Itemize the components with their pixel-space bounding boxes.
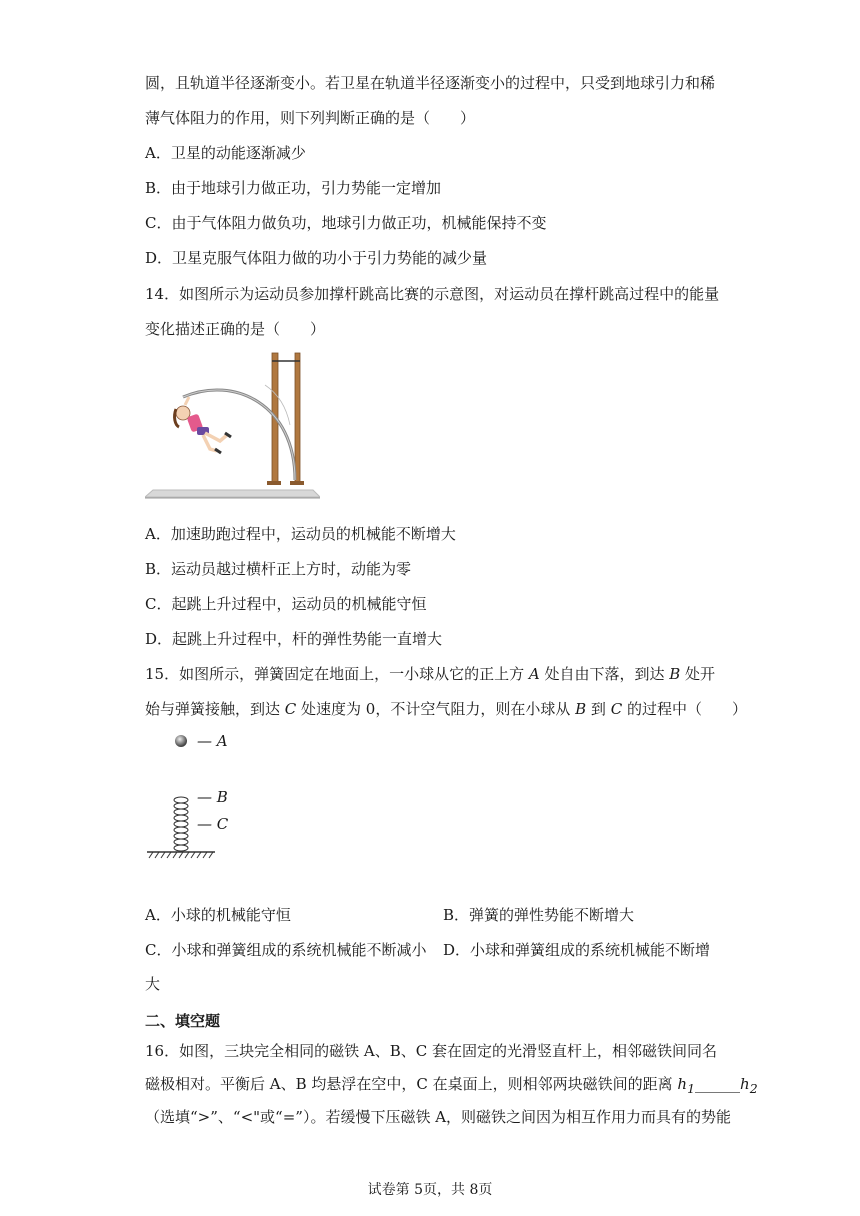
q15-line-2: 始与弹簧接触，到达 C 处速度为 0，不计空气阻力，则在小球从 B 到 C 的过程中（ ） — [145, 700, 747, 718]
label-c: — C — [197, 815, 229, 833]
q16-line-1: 16．如图，三块完全相同的磁铁 A、B、C 套在固定的光滑竖直杆上，相邻磁铁间同名 — [145, 1042, 717, 1060]
ball-icon — [175, 735, 187, 747]
q14-option-b: B．运动员越过横杆正上方时，动能为零 — [145, 560, 412, 578]
q13-option-d: D．卫星克服气体阻力做的功小于引力势能的减少量 — [145, 249, 488, 267]
q14-option-c: C．起跳上升过程中，运动员的机械能守恒 — [145, 595, 427, 613]
q15-option-a: A．小球的机械能守恒 — [145, 906, 291, 924]
q14-option-a: A．加速助跑过程中，运动员的机械能不断增大 — [145, 525, 456, 543]
q13-line-2: 薄气体阻力的作用，则下列判断正确的是（ ） — [145, 109, 476, 127]
label-a: — A — [197, 732, 228, 750]
label-b: — B — [197, 788, 228, 806]
q14-option-d: D．起跳上升过程中，杆的弹性势能一直增大 — [145, 630, 443, 648]
q13-line-1: 圆，且轨道半径逐渐变小。若卫星在轨道半径逐渐变小的过程中，只受到地球引力和稀 — [145, 74, 716, 92]
page-footer: 试卷第 5页，共 8页 — [367, 1182, 493, 1198]
q15-line-1: 15．如图所示，弹簧固定在地面上，一小球从它的正上方 A 处自由下落，到达 B 处开 — [145, 665, 716, 683]
q13-option-b: B．由于地球引力做正功，引力势能一定增加 — [145, 179, 442, 197]
q15-option-b: B．弹簧的弹性势能不断增大 — [443, 906, 635, 924]
q13-option-c: C．由于气体阻力做负功，地球引力做正功，机械能保持不变 — [145, 214, 547, 232]
q15-option-d: D．小球和弹簧组成的系统机械能不断增 — [443, 941, 711, 959]
q13-option-a: A．卫星的动能逐渐减少 — [145, 144, 306, 162]
q14-line-2: 变化描述正确的是（ ） — [145, 320, 326, 338]
q15-option-c: C．小球和弹簧组成的系统机械能不断减小 — [145, 941, 427, 959]
q15-option-d-cont: 大 — [145, 975, 161, 993]
q14-line-1: 14．如图所示为运动员参加撑杆跳高比赛的示意图，对运动员在撑杆跳高过程中的能量 — [145, 285, 720, 303]
section-title: 二、填空题 — [145, 1012, 221, 1030]
q16-line-3: （选填“>”、“<"或“=”）。若缓慢下压磁铁 A，则磁铁之间因为相互作用力而具有的势能 — [145, 1108, 732, 1126]
q16-line-2: 磁极相对。平衡后 A、B 均悬浮在空中，C 在桌面上，则相邻两块磁铁间的距离 $h_1\_\_\_\_\_\_h_2$ — [145, 1075, 758, 1096]
pole-vault-figure — [145, 345, 320, 505]
